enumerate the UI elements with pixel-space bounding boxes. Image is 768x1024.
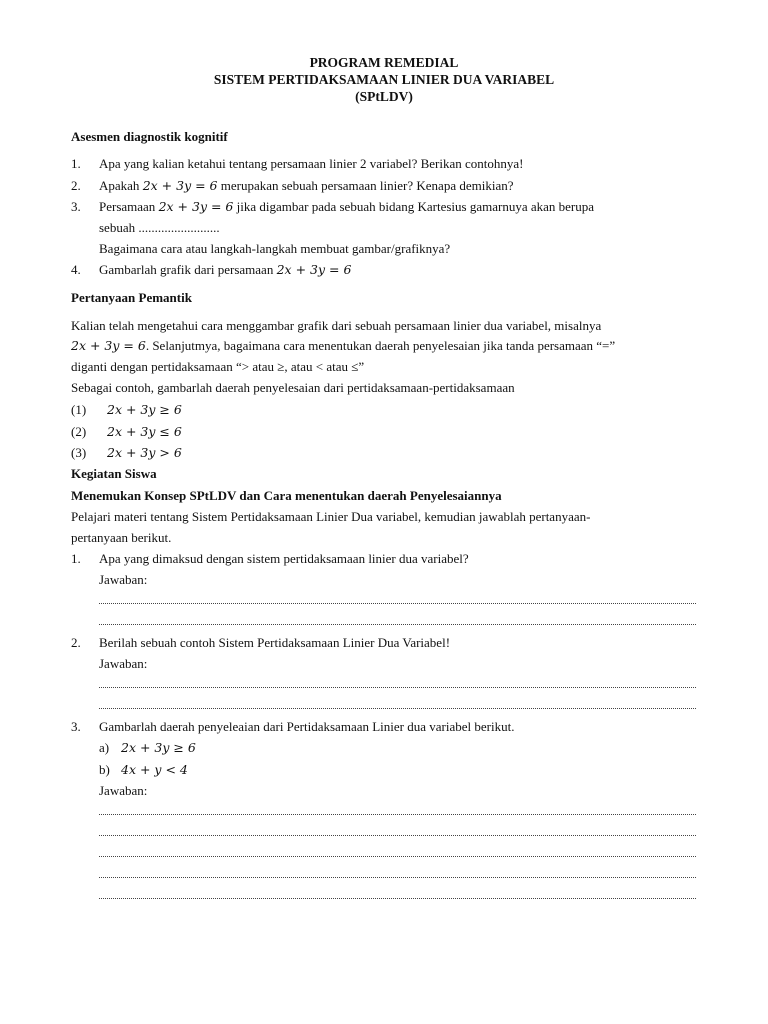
asesmen-heading: Asesmen diagnostik kognitif	[71, 129, 228, 144]
asesmen-num-1: 1.	[71, 156, 81, 171]
question-num-3: 3.	[71, 719, 81, 734]
part-math-a: 2x + 3y ≥ 6	[121, 740, 196, 755]
asesmen-num-3: 3.	[71, 199, 81, 214]
answer-line[interactable]	[99, 814, 696, 815]
answer-label-1: Jawaban:	[99, 572, 148, 587]
answer-line[interactable]	[99, 898, 696, 899]
question-text-2: Berilah sebuah contoh Sistem Pertidaksamaan Linier Dua Variabel!	[99, 635, 451, 650]
answer-line[interactable]	[99, 835, 696, 836]
kegiatan-subheading: Menemukan Konsep SPtLDV dan Cara menentukan daerah Penyelesaiannya	[71, 488, 502, 503]
answer-line[interactable]	[99, 624, 696, 625]
part-math-b: 4x + y < 4	[121, 762, 188, 777]
asesmen-text-3-cont: sebuah .........................	[99, 220, 220, 235]
example-num-3: (3)	[71, 445, 87, 460]
asesmen-text-3: Persamaan 2x + 3y = 6 jika digambar pada sebuah bidang Kartesius gamarnuya akan berupa	[99, 199, 594, 214]
math-expression: 2x + 3y = 6	[276, 262, 352, 277]
question-num-2: 2.	[71, 635, 81, 650]
answer-line[interactable]	[99, 708, 696, 709]
example-num-1: (1)	[71, 402, 87, 417]
asesmen-text-1: Apa yang kalian ketahui tentang persamaan linier 2 variabel? Berikan contohnya!	[99, 156, 524, 171]
answer-line[interactable]	[99, 856, 696, 857]
asesmen-num-4: 4.	[71, 262, 81, 277]
answer-label-3: Jawaban:	[99, 783, 148, 798]
part-label-a: a)	[99, 740, 110, 755]
question-num-1: 1.	[71, 551, 81, 566]
example-math-1: 2x + 3y ≥ 6	[107, 402, 182, 417]
example-math-2: 2x + 3y ≤ 6	[107, 424, 182, 439]
example-math-3: 2x + 3y > 6	[107, 445, 182, 460]
question-text-3: Gambarlah daerah penyeleaian dari Pertidaksamaan Linier dua variabel berikut.	[99, 719, 515, 734]
answer-line[interactable]	[99, 603, 696, 604]
pemantik-paragraph-line-1: Kalian telah mengetahui cara menggambar grafik dari sebuah persamaan linier dua variabel, misalnya	[71, 318, 602, 333]
title-line-1: PROGRAM REMEDIAL	[309, 55, 459, 70]
answer-line[interactable]	[99, 687, 696, 688]
math-expression: 2x + 3y = 6	[142, 178, 218, 193]
kegiatan-intro-line-2: pertanyaan berikut.	[71, 530, 172, 545]
pemantik-heading: Pertanyaan Pemantik	[71, 290, 192, 305]
kegiatan-heading: Kegiatan Siswa	[71, 466, 157, 481]
title-line-3: (SPtLDV)	[355, 89, 413, 104]
asesmen-num-2: 2.	[71, 178, 81, 193]
answer-line[interactable]	[99, 877, 696, 878]
asesmen-text-3-cont2: Bagaimana cara atau langkah-langkah membuat gambar/grafiknya?	[99, 241, 451, 256]
asesmen-text-2: Apakah 2x + 3y = 6 merupakan sebuah persamaan linier? Kenapa demikian?	[99, 178, 514, 193]
pemantik-paragraph-line-2: 2x + 3y = 6. Selanjutmya, bagaimana cara menentukan daerah penyelesaian jika tanda persamaan “=”	[71, 338, 616, 353]
answer-label-2: Jawaban:	[99, 656, 148, 671]
math-expression: 2x + 3y = 6	[158, 199, 234, 214]
asesmen-text-4: Gambarlah grafik dari persamaan 2x + 3y = 6	[99, 262, 352, 277]
part-label-b: b)	[99, 762, 110, 777]
pemantik-paragraph-line-3: diganti dengan pertidaksamaan “> atau ≥, atau < atau ≤”	[71, 359, 365, 374]
math-expression: 2x + 3y = 6	[71, 338, 146, 353]
title-line-2: SISTEM PERTIDAKSAMAAN LINIER DUA VARIABEL	[213, 72, 555, 87]
question-text-1: Apa yang dimaksud dengan sistem pertidaksamaan linier dua variabel?	[99, 551, 469, 566]
example-num-2: (2)	[71, 424, 87, 439]
pemantik-paragraph-line-4: Sebagai contoh, gambarlah daerah penyelesaian dari pertidaksamaan-pertidaksamaan	[71, 380, 515, 395]
kegiatan-intro-line-1: Pelajari materi tentang Sistem Pertidaksamaan Linier Dua variabel, kemudian jawablah pertanyaan-	[71, 509, 591, 524]
